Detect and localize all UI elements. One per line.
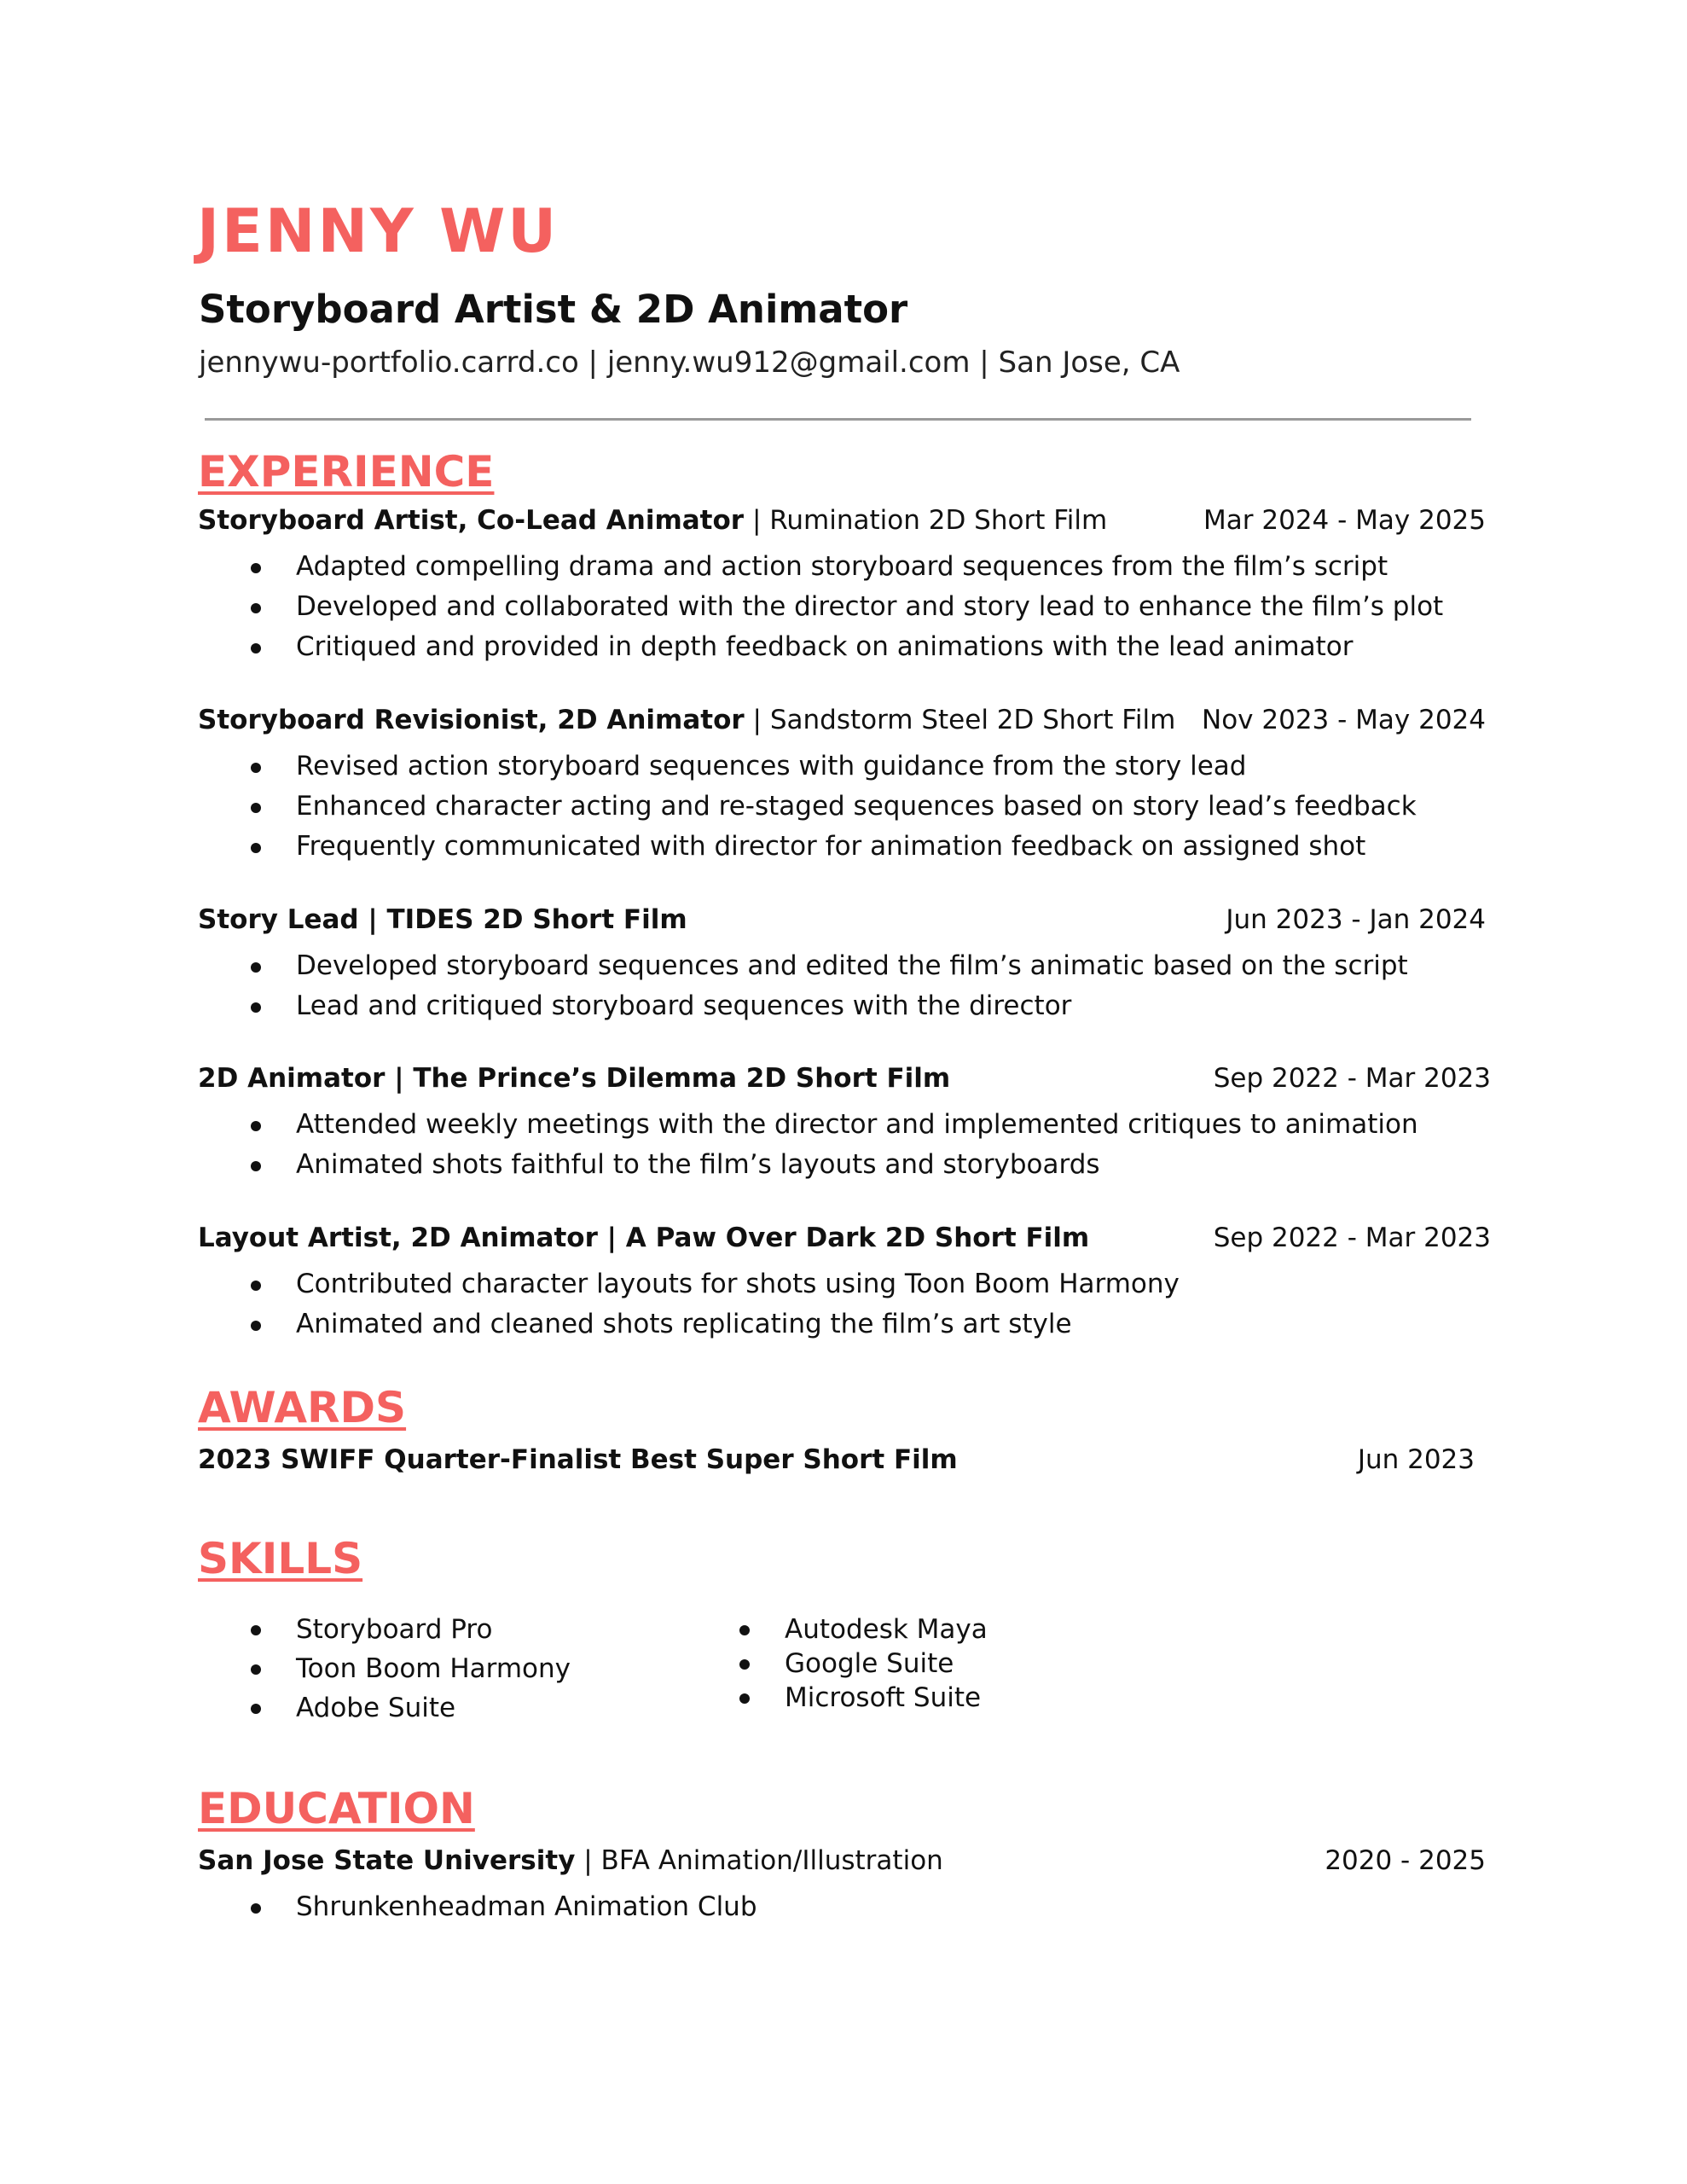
job-header <box>198 703 1486 737</box>
bullet-text: Revised action storyboard sequences with guidance from the story lead <box>296 751 1247 781</box>
job-role: 2D Animator <box>198 1063 386 1094</box>
job-role: Storyboard Artist, Co-Lead Animator <box>198 505 745 536</box>
skills-heading: SKILLS <box>198 1534 363 1583</box>
education-heading: EDUCATION <box>198 1784 475 1833</box>
job-project: | Sandstorm Steel 2D Short Film <box>744 705 1176 735</box>
list-item <box>198 1610 571 1649</box>
bullet-text: Lead and critiqued storyboard sequences with the director <box>296 990 1072 1021</box>
job-project: | A Paw Over Dark 2D Short Film <box>597 1223 1090 1253</box>
job-role: Storyboard Revisionist, 2D Animator <box>198 705 745 735</box>
job-bullets <box>198 746 1417 867</box>
bullet-icon <box>251 1321 261 1331</box>
bullet-icon <box>251 643 261 653</box>
job-dates: Jun 2023 - Jan 2024 <box>1226 904 1486 935</box>
skill-text: Google Suite <box>785 1648 954 1679</box>
job-header <box>198 1061 1491 1095</box>
bullet-icon <box>251 803 261 813</box>
list-item <box>198 1145 1418 1185</box>
education-dates: 2020 - 2025 <box>1325 1845 1486 1876</box>
bullet-icon <box>251 1903 261 1914</box>
job-header <box>198 903 1486 937</box>
job-bullets <box>198 1105 1418 1185</box>
candidate-name: JENNY WU <box>197 196 559 266</box>
list-item <box>198 827 1417 867</box>
bullet-icon <box>739 1625 750 1635</box>
list-item <box>687 1612 988 1647</box>
job-header <box>198 1221 1491 1255</box>
bullet-icon <box>251 603 261 613</box>
list-item <box>198 1105 1418 1145</box>
bullet-icon <box>251 1121 261 1131</box>
bullet-text: Critiqued and provided in depth feedback on animations with the lead animator <box>296 631 1354 662</box>
awards-heading: AWARDS <box>198 1383 407 1432</box>
bullet-text: Contributed character layouts for shots using Toon Boom Harmony <box>296 1269 1180 1299</box>
skill-text: Autodesk Maya <box>785 1614 988 1645</box>
job-bullets <box>198 547 1443 667</box>
job-bullets <box>198 1264 1180 1345</box>
candidate-title: Storyboard Artist & 2D Animator <box>199 287 908 332</box>
skills-list-right <box>687 1612 988 1715</box>
contact-line: jennywu-portfolio.carrd.co | jenny.wu912@gmail.com | San Jose, CA <box>199 346 1180 380</box>
list-item <box>687 1681 988 1715</box>
bullet-text: Enhanced character acting and re-staged sequences based on story lead’s feedback <box>296 791 1417 822</box>
bullet-icon <box>251 1625 261 1635</box>
job-dates: Sep 2022 - Mar 2023 <box>1213 1063 1491 1094</box>
list-item <box>198 746 1417 787</box>
job-project: | TIDES 2D Short Film <box>358 904 687 935</box>
list-item <box>198 1688 571 1728</box>
bullet-text: Animated shots faithful to the film’s layouts and storyboards <box>296 1149 1100 1180</box>
list-item <box>198 547 1443 587</box>
bullet-text: Adapted compelling drama and action storyboard sequences from the film’s script <box>296 551 1388 582</box>
bullet-icon <box>251 843 261 853</box>
education-bullets <box>198 1887 757 1927</box>
job-dates: Mar 2024 - May 2025 <box>1203 505 1486 536</box>
school-name: San Jose State University <box>198 1845 576 1876</box>
list-item <box>198 946 1408 986</box>
bullet-icon <box>739 1659 750 1670</box>
award-date: Jun 2023 <box>1357 1444 1475 1475</box>
bullet-icon <box>251 1002 261 1013</box>
skill-text: Adobe Suite <box>296 1693 456 1723</box>
bullet-text: Developed and collaborated with the director and story lead to enhance the film’s plot <box>296 591 1444 622</box>
job-dates: Nov 2023 - May 2024 <box>1202 705 1486 735</box>
skill-text: Toon Boom Harmony <box>296 1653 571 1684</box>
degree: | BFA Animation/Illustration <box>575 1845 943 1876</box>
list-item <box>687 1647 988 1681</box>
bullet-text: Shrunkenheadman Animation Club <box>296 1891 757 1922</box>
bullet-icon <box>251 1161 261 1171</box>
bullet-text: Attended weekly meetings with the director and implemented critiques to animation <box>296 1109 1418 1140</box>
list-item <box>198 627 1443 667</box>
list-item <box>198 1887 757 1927</box>
bullet-icon <box>251 763 261 773</box>
education-entry <box>198 1844 1486 1878</box>
list-item <box>198 787 1417 827</box>
list-item <box>198 587 1443 627</box>
award-item <box>198 1443 1475 1477</box>
skills-list-left <box>198 1610 571 1728</box>
bullet-icon <box>251 962 261 973</box>
list-item <box>198 1264 1180 1304</box>
bullet-text: Animated and cleaned shots replicating the film’s art style <box>296 1309 1072 1339</box>
job-role: Layout Artist, 2D Animator <box>198 1223 598 1253</box>
bullet-icon <box>251 1704 261 1714</box>
bullet-icon <box>739 1693 750 1704</box>
bullet-icon <box>251 1281 261 1291</box>
experience-heading: EXPERIENCE <box>198 447 495 497</box>
award-title: 2023 SWIFF Quarter-Finalist Best Super Short Film <box>198 1444 958 1475</box>
skill-text: Storyboard Pro <box>296 1614 493 1645</box>
list-item <box>198 986 1408 1026</box>
list-item <box>198 1304 1180 1345</box>
bullet-icon <box>251 1664 261 1675</box>
job-dates: Sep 2022 - Mar 2023 <box>1213 1223 1491 1253</box>
list-item <box>198 1649 571 1688</box>
job-role: Story Lead <box>198 904 359 935</box>
bullet-text: Developed storyboard sequences and edited the film’s animatic based on the script <box>296 950 1408 981</box>
job-header <box>198 503 1486 537</box>
skill-text: Microsoft Suite <box>785 1682 982 1713</box>
header-divider <box>205 418 1471 421</box>
bullet-icon <box>251 563 261 573</box>
job-project: | Rumination 2D Short Film <box>744 505 1108 536</box>
job-bullets <box>198 946 1408 1026</box>
bullet-text: Frequently communicated with director for animation feedback on assigned shot <box>296 831 1366 862</box>
job-project: | The Prince’s Dilemma 2D Short Film <box>385 1063 951 1094</box>
